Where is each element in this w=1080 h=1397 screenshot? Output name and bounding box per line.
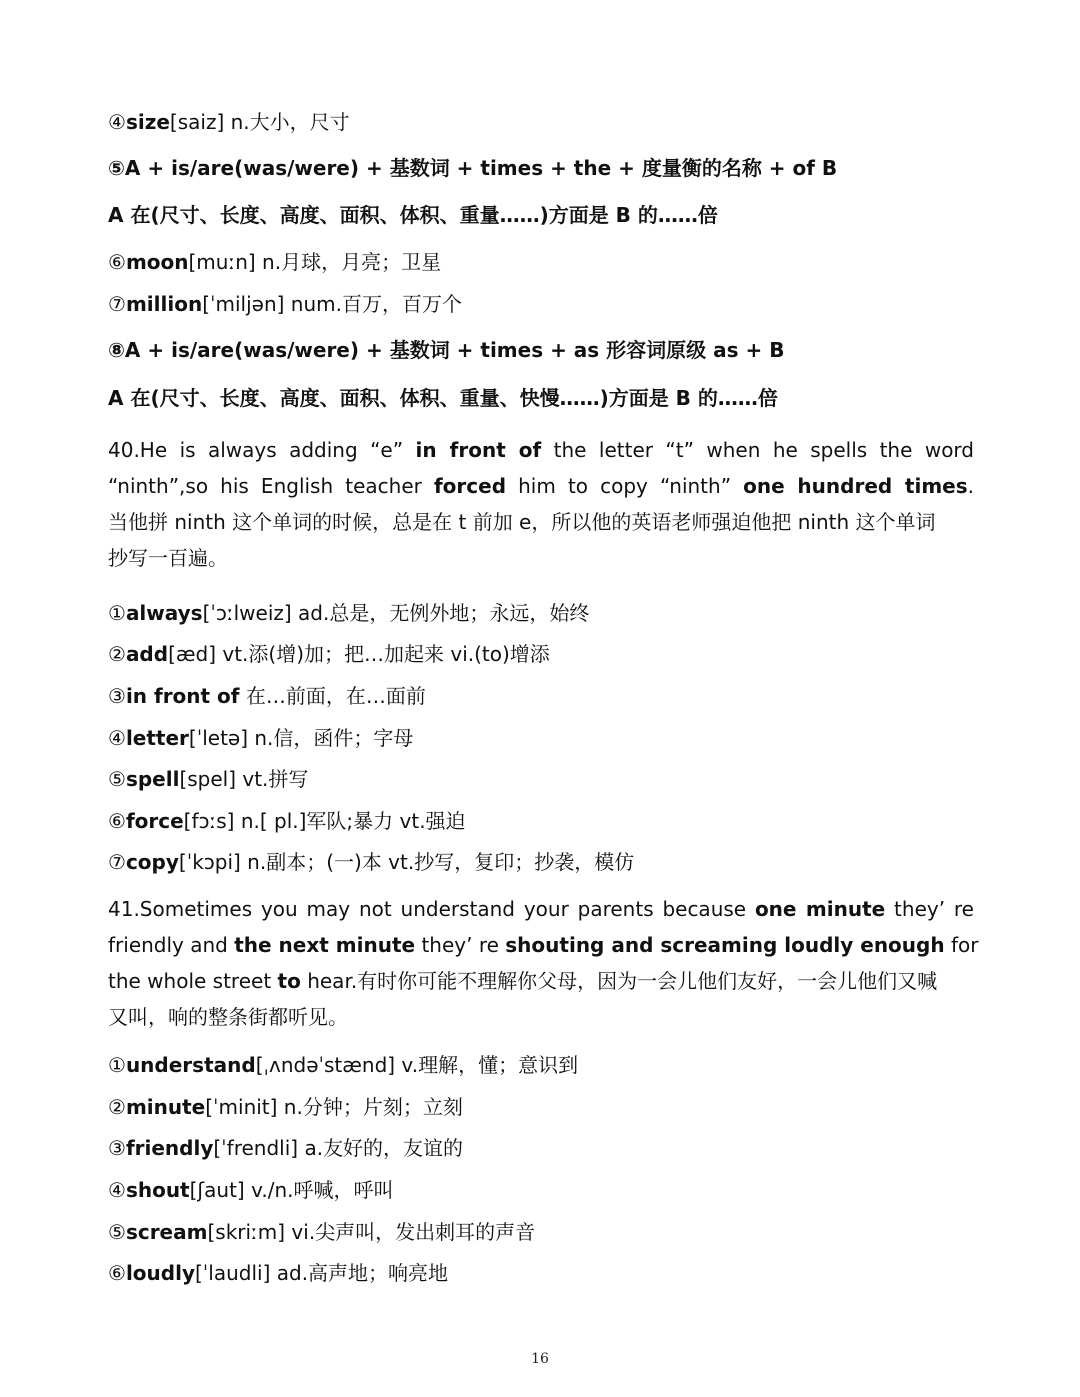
entry-number: ⑤ [108,767,126,791]
entry-definition: [ˈfrendli] a.友好的，友谊的 [213,1136,464,1160]
entry-definition: [æd] vt.添(增)加；把…加起来 vi.(to)增添 [168,642,550,666]
entry-term: shout [125,1178,190,1202]
entry-number: ③ [108,1136,126,1160]
sentence-40-line-1 [108,432,974,468]
pattern-explanation-1: A 在(尺寸、长度、高度、面积、体积、重量……)方面是 B 的……倍 [108,203,718,227]
entry-term: spell [125,767,180,791]
entry-number: ⑥ [108,1261,126,1285]
entry-term: friendly [125,1136,214,1160]
vocab-entry-size [108,109,974,135]
entry-term: size [125,110,170,134]
text-run: the whole street [108,969,278,993]
entry-definition: [fɔːs] n.[ pl.]军队;暴力 vt.强迫 [183,809,466,833]
entry-number: ⑦ [108,292,126,316]
example-sentence-41 [108,891,979,1035]
text-run: they’ re [415,933,506,957]
entry-definition: [ʃaut] v./n.呼喊，呼叫 [189,1178,394,1202]
text-run: the letter “t” when he spells the word [541,438,974,462]
entry-number: ② [108,1095,126,1119]
entry-definition: [ˈkɔpi] n.副本；(一)本 vt.抄写，复印；抄袭，模仿 [178,850,635,874]
highlight-phrase: to [277,969,301,993]
highlight-phrase: one hundred times [743,474,968,498]
highlight-phrase: the next minute [234,933,416,957]
entry-number: ⑤ [108,1220,126,1244]
entry-number: ① [108,1053,126,1077]
entry-term: always [125,601,203,625]
entry-number: ④ [108,726,126,750]
vocab-entry-moon [108,249,974,275]
highlight-phrase: one minute [754,897,886,921]
sentence-40-line-2 [108,468,974,504]
entry-number: ③ [108,684,126,708]
entry-definition: [ˈminit] n.分钟；片刻；立刻 [205,1095,463,1119]
text-run: friendly and [108,933,235,957]
entry-term: million [125,292,203,316]
entry-number: ② [108,642,126,666]
vocab-entry-always [108,600,974,626]
entry-definition: [ˈɔːlweiz] ad.总是，无例外地；永远，始终 [202,601,590,625]
entry-number: ④ [108,1178,126,1202]
example-sentence-40 [108,432,974,576]
entry-term: add [125,642,169,666]
entry-definition: [saiz] n.大小，尺寸 [169,110,350,134]
vocab-entry-copy [108,849,974,875]
sentence-41-translation-line-2: 又叫，响的整条街都听见。 [108,1005,348,1029]
text-run: hear.有时你可能不理解你父母，因为一会儿他们友好，一会儿他们又喊 [300,969,938,993]
entry-definition: [skriːm] vi.尖声叫，发出刺耳的声音 [207,1220,536,1244]
text-run: him to copy “ninth” [506,474,744,498]
vocab-entry-letter [108,725,974,751]
entry-term: letter [125,726,189,750]
text-run: for [944,933,979,957]
sentence-41-line-2 [108,927,979,963]
highlight-phrase: shouting and screaming loudly enough [505,933,945,957]
page-number: 16 [531,1351,549,1367]
entry-term: moon [125,250,189,274]
entry-term: loudly [125,1261,195,1285]
entry-term: copy [125,850,179,874]
vocab-entry-scream [108,1219,974,1245]
vocab-entry-spell [108,766,974,792]
text-run: they’ re [885,897,974,921]
vocab-entry-minute [108,1094,974,1120]
entry-number: ⑥ [108,809,126,833]
text-run: . [967,474,974,498]
entry-term: scream [125,1220,208,1244]
entry-definition: 在…前面，在…面前 [239,684,426,708]
pattern-formula-times-the: ⑤A + is/are(was/were) + 基数词 + times + the + 度量衡的名称 + of B [108,156,838,180]
entry-term: minute [125,1095,206,1119]
entry-definition: [ˈletə] n.信，函件；字母 [188,726,414,750]
vocab-entry-in-front-of [108,683,974,709]
entry-term: force [125,809,184,833]
vocab-entry-add [108,641,974,667]
vocab-entry-force [108,808,974,834]
highlight-phrase: in front of [415,438,542,462]
sentence-40-translation-line-2: 抄写一百遍。 [108,546,228,570]
pattern-formula-times-as: ⑧A + is/are(was/were) + 基数词 + times + as 形容词原级 as + B [108,338,785,362]
text-run: 41.Sometimes you may not understand your parents because [108,897,755,921]
text-run: 40.He is always adding “e” [108,438,416,462]
vocab-entry-loudly [108,1260,974,1286]
pattern-explanation-2: A 在(尺寸、长度、高度、面积、体积、重量、快慢……)方面是 B 的……倍 [108,386,778,410]
vocab-entry-million [108,291,974,317]
entry-definition: [ˈlaudli] ad.高声地；响亮地 [194,1261,449,1285]
entry-number: ① [108,601,126,625]
sentence-41-line-1 [108,891,974,927]
highlight-phrase: forced [433,474,507,498]
text-run: “ninth”,so his English teacher [108,474,434,498]
entry-number: ⑥ [108,250,126,274]
sentence-40-translation-line-1: 当他拼 ninth 这个单词的时候，总是在 t 前加 e，所以他的英语老师强迫他把 ninth 这个单词 [108,510,936,534]
vocab-entry-understand [108,1052,974,1078]
entry-number: ⑦ [108,850,126,874]
entry-definition: [ˈmiljən] num.百万，百万个 [202,292,462,316]
vocab-entry-shout [108,1177,974,1203]
vocab-entry-friendly [108,1135,974,1161]
sentence-41-line-3 [108,963,974,999]
entry-definition: [ˌʌndəˈstænd] v.理解，懂；意识到 [255,1053,579,1077]
entry-number: ④ [108,110,126,134]
entry-definition: [spel] vt.拼写 [179,767,309,791]
entry-term: understand [125,1053,256,1077]
entry-term: in front of [125,684,240,708]
entry-definition: [muːn] n.月球，月亮；卫星 [188,250,442,274]
